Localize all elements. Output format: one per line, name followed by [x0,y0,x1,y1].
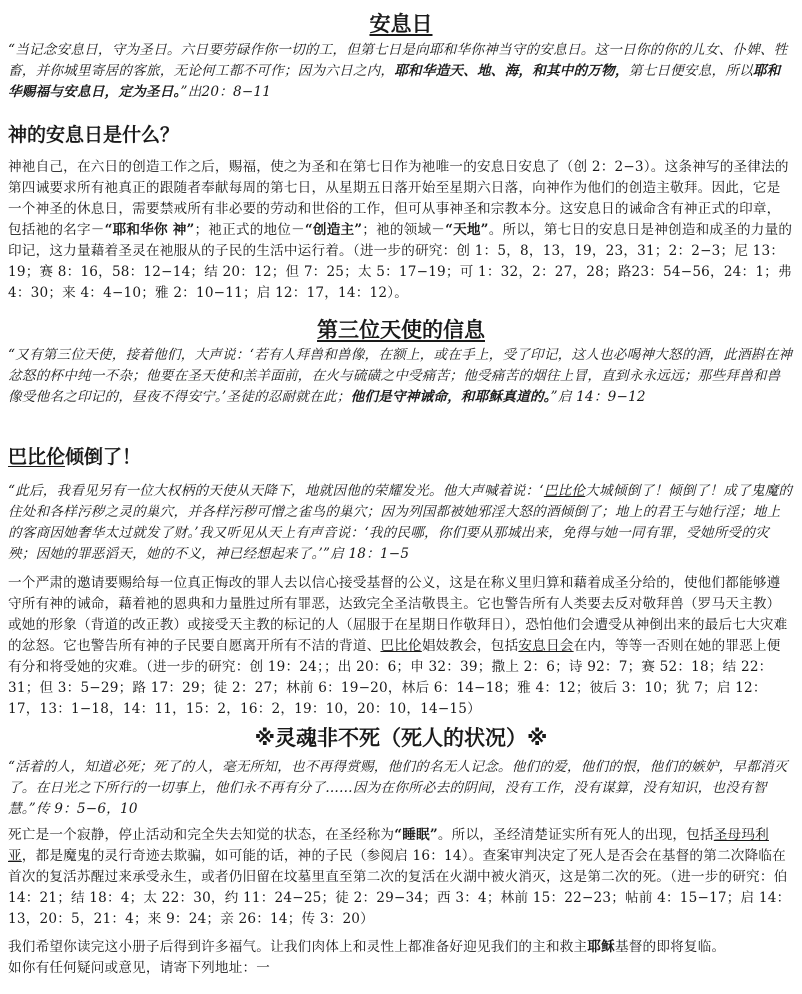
babylon-ref: 启 18：1−5 [330,546,410,562]
sabbath-title: 安息日 [369,12,433,36]
soul-quote: “活着的人，知道必死；死了的人，毫无所知，也不再得赏赐，他们的名无人记念。他们的爱，他们的恨，他们的嫉妒，早都消灭了。在日光之下所行的一切事上，他们永不再有分了……因为在你所必去的阴间，没有工作，没有谋算，没有知识，也没有智慧。”传 9：5−6，10 [8,759,788,817]
what-is-title: 神的安息日是什么？ [8,124,180,146]
babylon-title: 巴比伦倾倒了！ [8,446,142,468]
what-is-paragraph: 神祂自己，在六日的创造工作之后，赐福，使之为圣和在第七日作为祂唯一的安息日安息了（创 2：2−3）。这条神写的圣律法的第四诫要求所有祂真正的跟随者奉献每周的第七日，从星期五日落开始至星期六日落，向神作为他们的创造主敬拜。因此，它是一个神圣的休息日，需要禁戒所有非必要的劳动和世俗的工作，但可从事神圣和宗教本分。这安息日的诫命含有神正式的印章，包括祂的名字－“耶和华你 神”；祂正式的地位－“创造主”；祂的领域－“天地”。所以，第七日的安息日是神创造和成圣的力量的印记，这力量藉着圣灵在祂服从的子民的生活中运行着。（进一步的研究：创 1：5，8，13，19，23，31；2：2−3；尼 13：19；赛 8：16，58：12−14；结 20：12；但 7：25；太 5：17−19；可 1：32，2：27，28；路23：54−56，24：1；弗 4：30；来 4：4−10；雅 2：10−11；启 12：17，14：12）。 [8,159,793,301]
closing-paragraph: 我们希望你读完这小册子后得到许多福气。让我们肉体上和灵性上都准备好迎见我们的主和救主耶稣基督的即将复临。 如你有任何疑问或意见，请寄下列地址：一 [8,939,726,976]
babylon-paragraph: 一个严肃的邀请要赐给每一位真正悔改的罪人去以信心接受基督的公义，这是在称义里归算和藉着成圣分给的，使他们都能够遵守所有神的诫命，藉着祂的恩典和力量胜过所有罪恶，达致完全圣洁敬畏主。它也警告所有人类要去反对敬拜兽（罗马天主教）或她的形象（背道的改正教）或接受天主教的标记的人（屈服于在星期日作敬拜日），恐怕他们会遭受从神倒出来的最后七大灾难的忿怒。它也警告所有神的子民要自愿离开所有不洁的背道、巴比伦娼妓教会，包括安息日会在内，等等一否则在她的罪恶上便有分和将受她的灾难。（进一步的研究：创 19：24；；出 20：6；申 32：39；撒上 2：6；诗 92：7；赛 52：18；结 22：31；但 3：5−29；路 17：29；徒 2：27；林前 6：19−20，林后 6：14−18；雅 4：12；彼后 3：10；犹 7；启 12：17，13：1−18，14：11，15：2，16：2，19：10，20：10，14−15） [8,575,788,717]
soul-title: ※灵魂非不死（死人的状况）※ [254,726,548,750]
babylon-quote: “此后，我看见另有一位大权柄的天使从天降下，地就因他的荣耀发光。他大声喊着说：‘巴比伦大城倾倒了！倾倒了！成了鬼魔的住处和各样污秽之灵的巢穴，并各样污秽可憎之雀鸟的巢穴；因为列国都被她邪淫大怒的酒倾倒了；地上的君王与她行淫；地上的客商因她奢华太过就发了财。’我又听见从天上有声音说：‘我的民哪，你们要从那城出来，免得与她一同有罪，受她所受的灾殃；因她的罪恶滔天，她的不义，神已经想起来了。’”启 18：1−5 [8,483,793,562]
soul-ref: 传 9：5−6，10 [35,801,138,817]
soul-paragraph: 死亡是一个寂静，停止活动和完全失去知觉的状态，在圣经称为“睡眠”。所以，圣经清楚证实所有死人的出现，包括圣母玛利亚，都是魔鬼的灵行奇迹去欺骗，如可能的话，神的子民（参阅启 16：14）。查案审判决定了死人是否会在基督的第二次降临在首次的复活苏醒过来承受永生，或者仍旧留在坟墓里直至第二次的复活在火湖中被火消灭，这是第二次的死。（进一步的研究：伯 14：21；结 18：4；太 22：30，约 11：24−25；徒 2：29−34；西 3：4；林前 15：22−23；帖前 4：15−17；启 14：13，20：5，21：4；来 9：24；亲 26：14；传 3：20） [8,827,791,927]
third-angel-quote: “又有第三位天使，接着他们，大声说：‘若有人拜兽和兽像，在额上，或在手上，受了印记，这人也必喝神大怒的酒，此酒斟在神忿怒的杯中纯一不杂；他要在圣天使和羔羊面前，在火与硫磺之中受痛苦；他受痛苦的烟往上冒，直到永永远远；那些拜兽和兽像受他名之印记的，昼夜不得安宁。’圣徒的忍耐就在此；他们是守神诫命，和耶稣真道的。”启 14：9−12 [8,347,793,405]
sabbath-quote: “当记念安息日，守为圣日。六日要劳碌作你一切的工，但第七日是向耶和华你神当守的安息日。这一日你的你的儿女、仆婢、牲畜，并你城里寄居的客旅，无论何工都不可作；因为六日之内，耶和华造天、地、海，和其中的万物，第七日便安息，所以耶和华赐福与安息日，定为圣日。”出20：8−11 [8,42,788,100]
third-angel-ref: 启 14：9−12 [557,389,646,405]
third-angel-title: 第三位天使的信息 [317,318,485,342]
sabbath-ref: 出20：8−11 [187,84,272,100]
